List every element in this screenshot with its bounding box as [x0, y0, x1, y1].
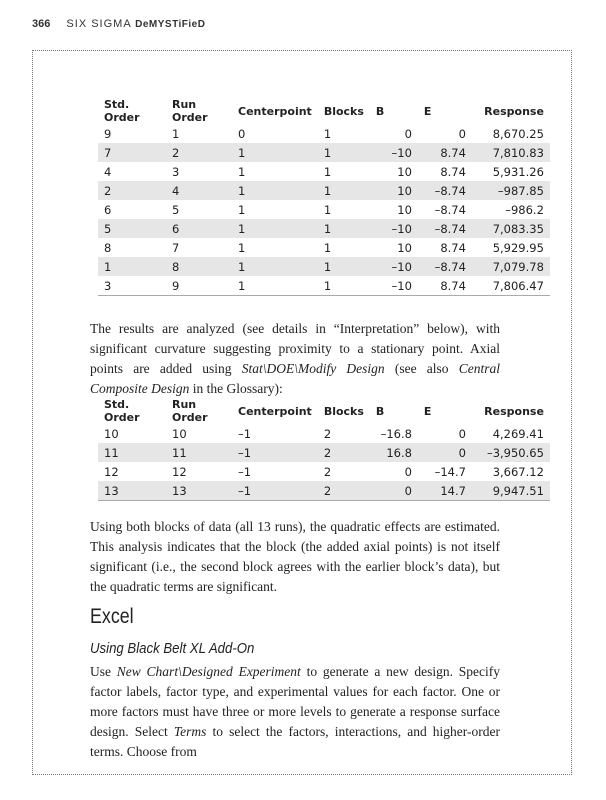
table-cell: –14.7 — [434, 464, 466, 479]
column-header: Std. Order — [104, 398, 140, 424]
table-cell: –1 — [232, 481, 318, 501]
table-cell: 2 — [318, 443, 370, 462]
table-cell: –10 — [370, 219, 418, 238]
table-cell: 1 — [232, 143, 318, 162]
table-cell: 0 — [458, 126, 466, 141]
column-header: Run Order — [172, 98, 208, 124]
column-header: Blocks — [323, 104, 364, 118]
table-cell: 7,806.47 — [472, 276, 550, 296]
table-cell: 9 — [166, 276, 232, 296]
column-header: B — [375, 104, 385, 118]
table-cell: –1 — [238, 426, 252, 441]
table-cell: 10 — [397, 202, 412, 217]
table-cell: 1 — [98, 257, 166, 276]
table-cell: –8.74 — [418, 181, 472, 200]
table-row — [98, 219, 550, 238]
table-cell: 3 — [172, 164, 180, 179]
table-cell: 1 — [318, 257, 370, 276]
book-title: SIX SIGMA — [66, 18, 132, 30]
table-cell: –1 — [232, 443, 318, 462]
table-row — [98, 257, 550, 276]
table-cell: 7,079.78 — [472, 257, 550, 276]
table-cell: 0 — [458, 426, 466, 441]
table-cell: 12 — [172, 464, 187, 479]
table-cell: 0 — [370, 481, 418, 501]
table-cell: 1 — [323, 126, 332, 141]
table-cell: 8.74 — [440, 164, 466, 179]
table-cell: –8.74 — [418, 219, 472, 238]
table-cell: 0 — [404, 464, 412, 479]
table-cell: 8 — [104, 240, 112, 255]
table-cell: 6 — [166, 219, 232, 238]
table-row — [98, 200, 550, 219]
table-cell: 7 — [172, 240, 180, 255]
table-row — [98, 238, 550, 257]
table-cell: 1 — [318, 276, 370, 296]
table-cell: 7,083.35 — [472, 219, 550, 238]
column-header: Centerpoint — [238, 104, 312, 118]
table-cell: –10 — [370, 276, 418, 296]
table-row — [98, 162, 550, 181]
table-row — [98, 443, 550, 462]
column-header: Response — [484, 404, 544, 418]
table-cell: 4 — [166, 181, 232, 200]
table-cell: 14.7 — [418, 481, 472, 501]
table-cell: 2 — [166, 143, 232, 162]
table-cell: 1 — [232, 257, 318, 276]
blocks-paragraph: Using both blocks of data (all 13 runs), the quadratic effects are estimated. This analysis indicates that the block (the added axial points) is not itself significant (i.e., the second block agrees with the earlier block’s data), but the quadratic terms are significant. — [90, 519, 500, 594]
table-cell: 13 — [166, 481, 232, 501]
column-header: B — [375, 404, 385, 418]
book-brand: DeMYSTiFieD — [135, 19, 206, 30]
column-header: Response — [484, 104, 544, 118]
table-cell: –10 — [370, 257, 418, 276]
table-cell: 10 — [172, 426, 187, 441]
table-cell: 1 — [323, 240, 332, 255]
table-cell: 1 — [318, 181, 370, 200]
table-cell: –1 — [238, 464, 252, 479]
table-row — [98, 143, 550, 162]
table-cell: 8,670.25 — [492, 126, 544, 141]
column-header: Run Order — [172, 398, 208, 424]
table-cell: 10 — [397, 240, 412, 255]
column-header: Std. Order — [104, 98, 140, 124]
table-cell: 9,947.51 — [472, 481, 550, 501]
table-cell: 6 — [104, 202, 112, 217]
design-table-block2 — [98, 398, 550, 501]
table-cell: 1 — [323, 164, 332, 179]
column-header: E — [423, 404, 432, 418]
table-row — [98, 181, 550, 200]
table-cell: 0 — [418, 443, 472, 462]
table-cell: 16.8 — [370, 443, 418, 462]
table-cell: 4 — [104, 164, 112, 179]
table-cell: 1 — [232, 276, 318, 296]
results-paragraph: The results are analyzed (see details in “Interpretation” below), with significant curvature suggesting proximity to a stationary point. Axial points are added using Stat\DOE\Modify Design (see also Central Composite Design in the Glossary): — [90, 321, 501, 396]
table-cell: 10 — [370, 181, 418, 200]
table-row — [98, 462, 550, 481]
table-cell: 1 — [323, 202, 332, 217]
table-cell: 3 — [98, 276, 166, 296]
table-cell: –986.2 — [505, 202, 544, 217]
column-header: Centerpoint — [238, 404, 312, 418]
table-cell: 5,931.26 — [492, 164, 544, 179]
table-cell: 1 — [232, 219, 318, 238]
column-header: E — [423, 104, 432, 118]
table-cell: 4,269.41 — [492, 426, 544, 441]
table-cell: 13 — [98, 481, 166, 501]
table-cell: 1 — [318, 219, 370, 238]
table-cell: 0 — [404, 126, 412, 141]
table-cell: 12 — [104, 464, 119, 479]
table-cell: 5 — [98, 219, 166, 238]
table-cell: 1 — [238, 240, 246, 255]
page-number: 366 — [32, 18, 51, 30]
table-cell: 1 — [172, 126, 180, 141]
table-cell: 1 — [238, 164, 246, 179]
table-cell: –987.85 — [472, 181, 550, 200]
table-cell: 5 — [172, 202, 180, 217]
table-cell: 2 — [318, 481, 370, 501]
table-cell: 5,929.95 — [492, 240, 544, 255]
table-cell: 2 — [323, 464, 332, 479]
section-heading: Excel — [90, 605, 134, 628]
table-cell: –8.74 — [418, 257, 472, 276]
table-cell: 7 — [98, 143, 166, 162]
table-cell: 11 — [98, 443, 166, 462]
table-cell: 3,667.12 — [492, 464, 544, 479]
table-cell: –8.74 — [434, 202, 466, 217]
table-cell: 10 — [104, 426, 119, 441]
design-table-block1 — [98, 98, 550, 296]
table-cell: –10 — [370, 143, 418, 162]
table-cell: 11 — [166, 443, 232, 462]
table-cell: –3,950.65 — [472, 443, 550, 462]
table-cell: 8.74 — [418, 143, 472, 162]
table-cell: 8.74 — [418, 276, 472, 296]
table-cell: 2 — [98, 181, 166, 200]
table-cell: 1 — [318, 143, 370, 162]
table-cell: 9 — [104, 126, 112, 141]
table-cell: 2 — [323, 426, 332, 441]
column-header: Blocks — [323, 404, 364, 418]
table-cell: 8.74 — [440, 240, 466, 255]
table-row — [98, 124, 550, 143]
table-row — [98, 424, 550, 443]
excel-paragraph: Use New Chart\Designed Experiment to generate a new design. Specify factor labels, factor type, and experimental values for each factor. One or more factors must have three or more levels to generate a response surface design. Select Terms to select the factors, interactions, and higher-order terms. Choose from — [90, 664, 501, 759]
table-cell: 7,810.83 — [472, 143, 550, 162]
table-cell: 1 — [232, 181, 318, 200]
table-cell: 8 — [166, 257, 232, 276]
table-cell: –16.8 — [380, 426, 412, 441]
table-cell: 10 — [397, 164, 412, 179]
subsection-heading: Using Black Belt XL Add-On — [90, 640, 255, 657]
table-row — [98, 481, 550, 501]
table-cell: 0 — [238, 126, 246, 141]
running-header — [32, 18, 205, 30]
table-cell: 1 — [238, 202, 246, 217]
table-row — [98, 276, 550, 296]
